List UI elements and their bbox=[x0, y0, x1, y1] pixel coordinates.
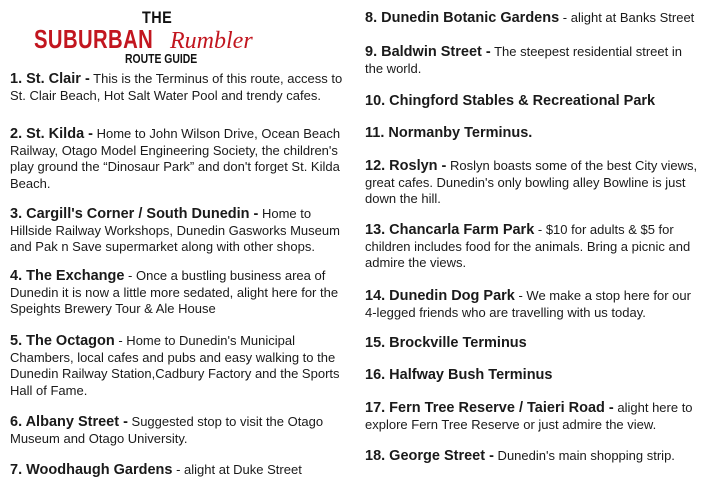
stop-description: - Once a bustling business area of Dunedin it is now a little more sedated, alight here for the Speights Brewery Tour & Ale House bbox=[10, 268, 339, 316]
stop-title: 4. The Exchange bbox=[10, 268, 125, 284]
stop-title: 1. St. Clair - bbox=[10, 71, 90, 87]
stop-title: 14. Dunedin Dog Park bbox=[365, 288, 515, 304]
stop-item bbox=[365, 93, 701, 110]
stop-title: 12. Roslyn - bbox=[365, 158, 447, 174]
stop-title: 5. The Octagon bbox=[10, 333, 115, 349]
stop-title: 15. Brockville Terminus bbox=[365, 335, 527, 351]
logo-rumbler: Rumbler bbox=[170, 28, 253, 54]
stop-title: 8. Dunedin Botanic Gardens bbox=[365, 10, 560, 26]
stop-description: Dunedin's main shopping strip. bbox=[493, 448, 675, 463]
stop-description: alight here to explore Fern Tree Reserve or just admire the view. bbox=[365, 400, 693, 432]
stop-description: - We make a stop here for our 4-legged friends who are travelling with us today. bbox=[365, 288, 691, 320]
stop-description: - $10 for adults & $5 for children includes food for the animals. Bring a picnic and admire the views. bbox=[365, 222, 691, 270]
stop-item bbox=[365, 400, 701, 433]
stop-description: Home to Hillside Railway Workshops, Dunedin Gasworks Museum and Pak n Save supermarket along with other shops. bbox=[10, 206, 340, 254]
stop-description: Roslyn boasts some of the best City views, great cafes. Dunedin's only bowling alley Bowline is just down the hill. bbox=[365, 158, 698, 206]
stop-description: The steepest residential street in the world. bbox=[365, 44, 682, 76]
stop-title: 10. Chingford Stables & Recreational Park bbox=[365, 93, 656, 109]
stop-item bbox=[365, 125, 701, 142]
stop-item bbox=[365, 44, 701, 77]
route-guide-logo bbox=[30, 8, 290, 64]
logo-the: THE bbox=[142, 8, 173, 27]
stop-title: 16. Halfway Bush Terminus bbox=[365, 367, 553, 383]
stop-item bbox=[365, 158, 701, 208]
stop-description: This is the Terminus of this route, access to St. Clair Beach, Hot Salt Water Pool and trendy cafes. bbox=[10, 71, 343, 103]
stop-description: - alight at Duke Street bbox=[172, 462, 302, 477]
stop-title: 17. Fern Tree Reserve / Taieri Road - bbox=[365, 400, 614, 416]
stop-item bbox=[365, 288, 701, 321]
stop-title: 6. Albany Street - bbox=[10, 414, 128, 430]
stop-title: 7. Woodhaugh Gardens bbox=[10, 462, 173, 478]
stop-item bbox=[365, 448, 701, 465]
stop-item bbox=[365, 367, 701, 384]
stop-title: 3. Cargill's Corner / South Dunedin - bbox=[10, 206, 259, 222]
stop-title: 2. St. Kilda - bbox=[10, 126, 93, 142]
stop-title: 9. Baldwin Street - bbox=[365, 44, 491, 60]
stop-item bbox=[365, 335, 701, 352]
logo-route-guide: ROUTE GUIDE bbox=[125, 51, 198, 66]
logo-suburban: SUBURBAN bbox=[34, 24, 154, 54]
stop-item bbox=[10, 71, 344, 104]
stop-description: Suggested stop to visit the Otago Museum and Otago University. bbox=[10, 414, 324, 446]
stop-item bbox=[10, 333, 344, 399]
stop-description: - Home to Dunedin's Municipal Chambers, local cafes and pubs and easy walking to the Dunedin Railway Station,Cadbury Factory and the Sports Hall of Fame. bbox=[10, 333, 340, 398]
stop-item bbox=[10, 414, 344, 447]
stop-item bbox=[365, 10, 701, 27]
stop-description: - alight at Banks Street bbox=[559, 10, 695, 25]
stop-description: Home to John Wilson Drive, Ocean Beach Railway, Otago Model Engineering Society, the children's play ground the “Dinosaur Park” and don't forget St. Kilda Beach. bbox=[10, 126, 341, 191]
stop-item bbox=[10, 268, 344, 318]
stop-title: 11. Normanby Terminus. bbox=[365, 125, 533, 141]
stop-item bbox=[10, 206, 344, 256]
stop-item bbox=[10, 462, 344, 479]
stop-item bbox=[365, 222, 701, 272]
stop-title: 13. Chancarla Farm Park bbox=[365, 222, 535, 238]
stop-item bbox=[10, 126, 344, 192]
stop-title: 18. George Street - bbox=[365, 448, 494, 464]
